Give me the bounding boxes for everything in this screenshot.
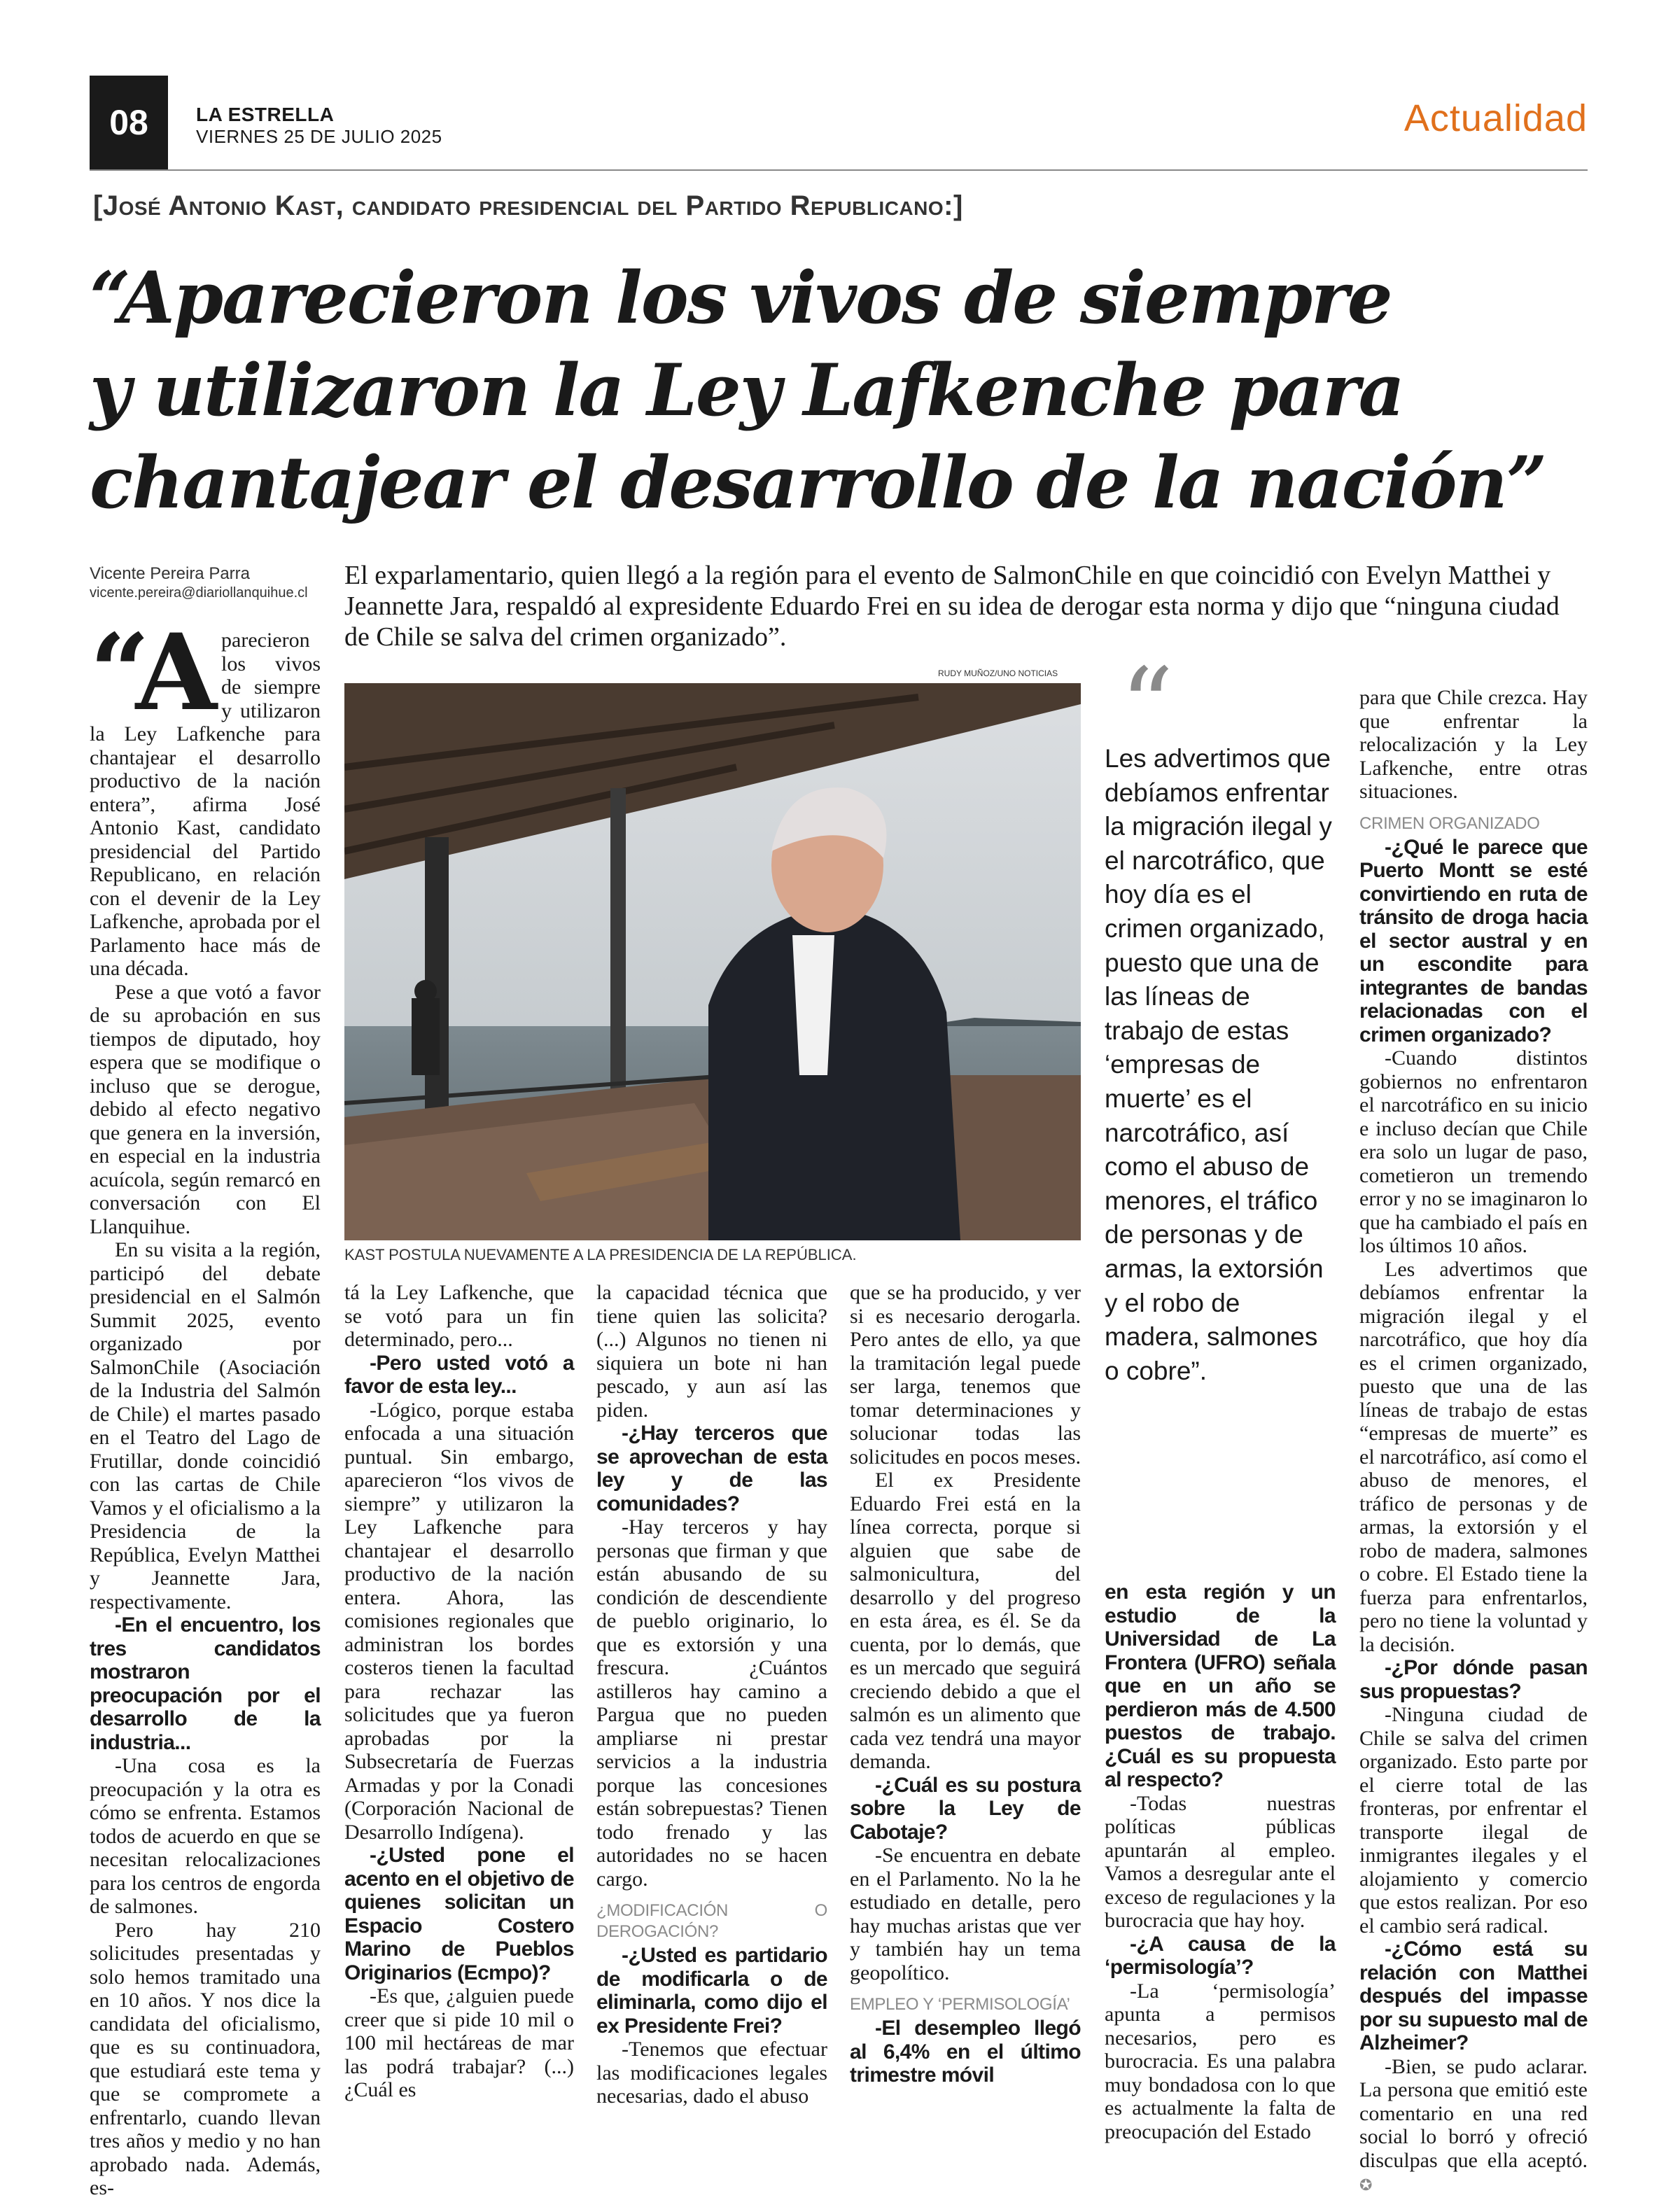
page-number-box: [90, 76, 168, 169]
paragraph: -Tenemos que efectuar las modificaciones legales necesarias, dado el abuso: [596, 2038, 827, 2108]
closing-text: -Bien, se pudo aclarar. La persona que emitió este comentario en una red social lo borró y ofreció disculpas que ella aceptó.: [1359, 2054, 1588, 2172]
column-5: [1105, 1581, 1336, 2143]
photo-caption: KAST POSTULA NUEVAMENTE A LA PRESIDENCIA DE LA REPÚBLICA.: [344, 1246, 857, 1263]
kicker: [José Antonio Kast, candidato presidencial del Partido Republicano:]: [93, 190, 963, 221]
photo-credit: RUDY MUÑOZ/UNO NOTICIAS: [938, 668, 1058, 678]
column-4: [850, 1281, 1081, 2087]
end-mark-icon: ✪: [1359, 2177, 1373, 2194]
column-3: [596, 1281, 827, 2108]
paragraph: -Es que, ¿alguien puede creer que si pide 10 mil o 100 mil hectáreas de mar las podrá trabajar? (...) ¿Cuál es: [344, 1984, 574, 2101]
interview-question: -¿Cuál es su postura sobre la Ley de Cabotaje?: [850, 1773, 1081, 1844]
issue-date: VIERNES 25 DE JULIO 2025: [196, 126, 442, 147]
interview-question: -El desempleo llegó al 6,4% en el último trimestre móvil: [850, 2017, 1081, 2087]
section-name: Actualidad: [1404, 97, 1588, 139]
interview-question: -¿Usted es partidario de modificarla o de eliminarla, como dijo el ex Presidente Frei?: [596, 1944, 827, 2038]
lead-paragraph: El exparlamentario, quien llegó a la región para el evento de SalmonChile en que coincidió con Evelyn Matthei y Jeannette Jara, respaldó al expresidente Eduardo Frei en su idea de derogar esta norma y dijo que “ninguna ciudad de Chile se salva del crimen organizado”.: [344, 561, 1560, 652]
paragraph: para que Chile crezca. Hay que enfrentar la relocalización y la Ley Lafkenche, entre otras situaciones.: [1359, 686, 1588, 803]
paragraph: Les advertimos que debíamos enfrentar la migración ilegal y el narcotráfico, que hoy día es el crimen organizado, puesto que una de las líneas de trabajo de estas “empresas de muerte” es el narcotráfico, así como el abuso de menores, el tráfico de personas y de armas, la extorsión y el robo de madera, salmones o cobre. El Estado tiene la fuerza para enfrentarlos, pero no tiene la voluntad y la decisión.: [1359, 1257, 1588, 1656]
interview-question: -Pero usted votó a favor de esta ley...: [344, 1351, 574, 1398]
interview-question: -¿A causa de la ‘permisología’?: [1105, 1932, 1336, 1979]
kast-photo: [344, 683, 1081, 1240]
paragraph: que se ha producido, y ver si es necesario derogarla. Pero antes de ello, ya que la tramitación legal puede ser larga, tenemos que tomar determinaciones y solucionar todas las solicitudes en pocos meses.: [850, 1281, 1081, 1469]
page-number: 08: [109, 103, 148, 142]
paragraph: -La ‘permisología’ apunta a permisos necesarios, pero es burocracia. Es una palabra muy bondadosa con lo que es actualmente la falta de preocupación del Estado: [1105, 1979, 1336, 2143]
headline-line-1: “Aparecieron los vivos de siempre: [90, 256, 1392, 340]
interview-question: -¿Qué le parece que Puerto Montt se esté convirtiendo en ruta de tránsito de droga hacia el sector austral y en un escondite para integrantes de bandas relacionadas con el crimen organizado?: [1359, 835, 1588, 1046]
headline-line-3: chantajear el desarrollo de la nación”: [90, 441, 1546, 525]
paragraph: En su visita a la región, participó del debate presidencial en el Salmón Summit 2025, evento organizado por SalmonChile (Asociación de la Industria del Salmón de Chile) el martes pasado en el Teatro del Lago de Frutillar, donde coincidió con las cartas de Chile Vamos y el oficialismo a la Presidencia de la República, Evelyn Matthei y Jeannette Jara, respectivamente.: [90, 1238, 321, 1613]
interview-question: -¿Usted pone el acento en el objetivo de quienes solicitan un Espacio Costero Marino de Pueblos Originarios (Ecmpo)?: [344, 1844, 574, 1984]
paragraph: tá la Ley Lafkenche, que se votó para un fin determinado, pero...: [344, 1281, 574, 1351]
paragraph: -Lógico, porque estaba enfocada a una situación puntual. Sin embargo, aparecieron “los vivos de siempre” y utilizaron la Ley Lafkenche para chantajear el desarrollo productivo de la nación entera. Ahora, las comisiones regionales que administran los bordes costeros tienen la facultad para rechazar las solicitudes que ya fueron aprobadas por la Subsecretaría de Fuerzas Armadas y por la Conadi (Corporación Nacional de Desarrollo Indígena).: [344, 1398, 574, 1844]
paragraph: la capacidad técnica que tiene quien las solicita? (...) Algunos no tienen ni siquiera un bote ni han pescado, y aun así las piden.: [596, 1281, 827, 1422]
column-1: [90, 611, 321, 2200]
subhead: CRIMEN ORGANIZADO: [1359, 813, 1540, 833]
drop-cap: “A: [90, 611, 218, 734]
paragraph: -Cuando distintos gobiernos no enfrentaron el narcotráfico en su inicio e incluso decían que Chile era solo un lugar de paso, cometieron un tremendo error y no se imaginaron lo que ha cambiado el país en los últimos 10 años.: [1359, 1046, 1588, 1257]
paragraph: -Hay terceros y hay personas que firman y que están abusando de su condición de descendiente de pueblo originario, lo que es extorsión y una frescura. ¿Cuántos astilleros hay camino a Pargua que no pueden ampliarse ni prestar servicios a la industria porque las concesiones están sobrepuestas? Tienen todo frenado y las autoridades no se hacen cargo.: [596, 1515, 827, 1891]
paragraph: -Ninguna ciudad de Chile se salva del crimen organizado. Esto parte por el cierre total de las fronteras, por enfrentar el transporte ilegal de inmigrantes ilegales y el alojamiento y comercio que estos realizan. Por eso el cambio será radical.: [1359, 1703, 1588, 1938]
column-6: [1359, 686, 1588, 2198]
paragraph: El ex Presidente Eduardo Frei está en la línea correcta, porque si alguien que sabe de salmonicultura, del desarrollo y del progreso en esta área, es él. Se da cuenta, por lo demás, que es un mercado que seguirá creciendo debido a que el salmón es un alimento que cada vez tendrá una mayor demanda.: [850, 1469, 1081, 1773]
subhead: EMPLEO Y ‘PERMISOLOGÍA’: [850, 1995, 1070, 2014]
paragraph: -Se encuentra en debate en el Parlamento. No la he estudiado en detalle, pero hay muchas aristas que ver y también hay un tema geopolítico.: [850, 1844, 1081, 1984]
newspaper-name: LA ESTRELLA: [196, 104, 335, 125]
header-rule: [90, 169, 1588, 171]
paragraph: parecieron los vivos de siempre y utilizaron la Ley Lafkenche para chantajear el desarrollo productivo de la nación entera”, afirma José Antonio Kast, candidato presidencial del Partido Republicano, en relación con el devenir de la Ley Lafkenche, aprobada por el Parlamento hace más de una década.: [90, 629, 321, 980]
paragraph: Pese a que votó a favor de su aprobación en sus tiempos de diputado, hoy espera que se modifique o incluso que se derogue, debido al efecto negativo que genera en la inversión, en especial en la industria acuícola, según remarcó en conversación con El Llanquihue.: [90, 980, 321, 1238]
column-2: [344, 1281, 574, 2102]
paragraph: Pero hay 210 solicitudes presentadas y solo hemos tramitado una en 10 años. Y nos dice la candidata del oficialismo, que es su continuadora, que estudiará este tema y que se compromete a enfrentarlo, cuando llevan tres años y medio y no han aprobado nada. Además, es-: [90, 1918, 321, 2199]
paragraph: -Todas nuestras políticas públicas apuntarán al empleo. Vamos a desregular ante el exceso de regulaciones y la burocracia que hay hoy.: [1105, 1791, 1336, 1932]
interview-question: -En el encuentro, los tres candidatos mostraron preocupación por el desarrollo de la industria...: [90, 1613, 321, 1754]
paragraph: [1359, 2055, 1588, 2198]
subhead: ¿MODIFICACIÓN O DEROGACIÓN?: [596, 1901, 827, 1941]
pull-quote: Les advertimos que debíamos enfrentar la migración ilegal y el narcotráfico, que hoy día es el crimen organizado, puesto que una de las líneas de trabajo de estas ‘empresas de muerte’ es el narcotráfico, así como el abuso de menores, el tráfico de personas y de armas, la extorsión y el robo de madera, salmones o cobre”.: [1105, 744, 1332, 1385]
byline-author: Vicente Pereira Parra: [90, 564, 251, 583]
headline: [90, 252, 1602, 529]
interview-question: -¿Por dónde pasan sus propuestas?: [1359, 1656, 1588, 1703]
interview-question: -¿Cómo está su relación con Matthei después del impasse por su supuesto mal de Alzheimer?: [1359, 1938, 1588, 2054]
interview-question: -¿Hay terceros que se aprovechan de esta ley y de las comunidades?: [596, 1422, 827, 1515]
interview-question: en esta región y un estudio de la Universidad de La Frontera (UFRO) señala que en un año se perdieron más de 4.500 puestos de trabajo. ¿Cuál es su propuesta al respecto?: [1105, 1581, 1336, 1791]
paragraph: -Una cosa es la preocupación y la otra es cómo se enfrenta. Estamos todos de acuerdo en que se necesitan relocalizaciones para los centros de engorda de salmones.: [90, 1754, 321, 1918]
headline-line-2: y utilizaron la Ley Lafkenche para: [90, 349, 1404, 433]
quote-mark-icon: “: [1120, 646, 1174, 768]
byline-email: vicente.pereira@diariollanquihue.cl: [90, 585, 308, 601]
